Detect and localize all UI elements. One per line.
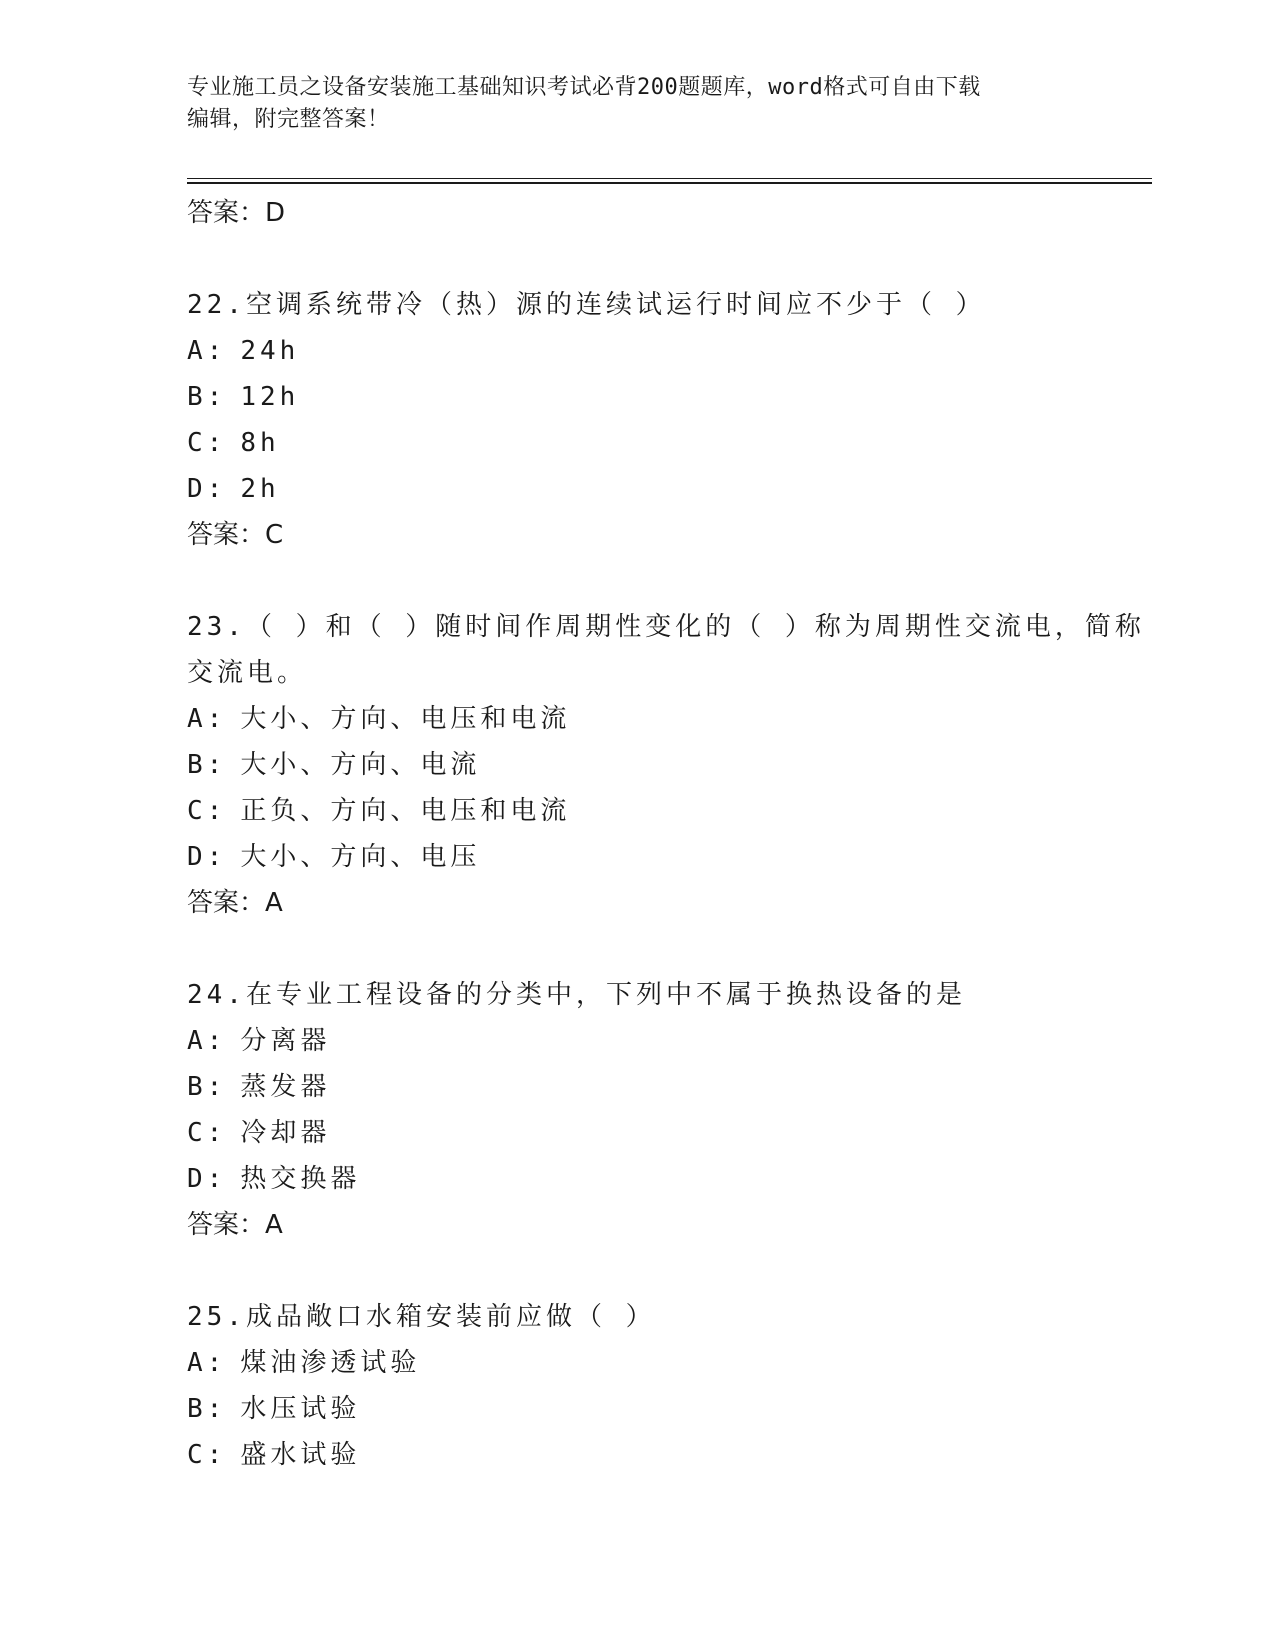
header-title-line-1: 专业施工员之设备安装施工基础知识考试必背200题题库，word格式可自由下载: [187, 75, 981, 100]
option-text: 正负、方向、电压和电流: [240, 796, 571, 826]
option-d: [187, 1156, 1147, 1202]
option-text: 分离器: [240, 1026, 331, 1056]
question-block: [187, 972, 1147, 1294]
option-a: [187, 328, 1147, 374]
spacer: [187, 1248, 1147, 1294]
question-text: 25.成品敞口水箱安装前应做（ ）: [187, 1302, 656, 1332]
question-block: [187, 604, 1147, 972]
option-key: C:: [187, 1440, 227, 1470]
option-text: 煤油渗透试验: [240, 1348, 421, 1378]
option-key: D:: [187, 842, 227, 872]
page-header: [187, 72, 1087, 136]
option-a: [187, 696, 1147, 742]
option-text: 水压试验: [240, 1394, 361, 1424]
option-key: A:: [187, 1348, 227, 1378]
option-key: A:: [187, 1026, 227, 1056]
question-text: 22.空调系统带冷（热）源的连续试运行时间应不少于（ ）: [187, 290, 986, 320]
question-text: 24.在专业工程设备的分类中，下列中不属于换热设备的是: [187, 980, 966, 1010]
option-text: 盛水试验: [240, 1440, 361, 1470]
option-c: [187, 420, 1147, 466]
option-b: [187, 374, 1147, 420]
spacer: [187, 558, 1147, 604]
header-divider-thick: [187, 182, 1152, 184]
option-b: [187, 742, 1147, 788]
header-title-line-2: 编辑，附完整答案！: [187, 107, 390, 132]
option-c: [187, 788, 1147, 834]
option-d: [187, 466, 1147, 512]
answer-line: 答案：A: [187, 888, 283, 918]
option-key: C:: [187, 796, 227, 826]
option-b: [187, 1386, 1147, 1432]
option-key: A:: [187, 704, 227, 734]
option-key: B:: [187, 1394, 227, 1424]
option-text: 冷却器: [240, 1118, 331, 1148]
option-a: [187, 1340, 1147, 1386]
option-text: 12h: [240, 382, 300, 412]
option-key: A:: [187, 336, 227, 366]
spacer: [187, 236, 1147, 282]
option-text: 2h: [240, 474, 280, 504]
option-text: 大小、方向、电压和电流: [240, 704, 571, 734]
option-key: B:: [187, 750, 227, 780]
answer-line: 答案：C: [187, 520, 284, 550]
option-c: [187, 1110, 1147, 1156]
option-text: 8h: [240, 428, 280, 458]
option-text: 蒸发器: [240, 1072, 331, 1102]
option-key: B:: [187, 382, 227, 412]
answer-line: 答案：D: [187, 198, 286, 228]
question-block: [187, 1294, 1147, 1478]
option-key: B:: [187, 1072, 227, 1102]
header-divider-thin: [187, 178, 1152, 179]
option-key: D:: [187, 1164, 227, 1194]
spacer: [187, 926, 1147, 972]
question-text: 23.（ ）和（ ）随时间作周期性变化的（ ）称为周期性交流电，简称交流电。: [187, 612, 1145, 688]
option-b: [187, 1064, 1147, 1110]
option-key: D:: [187, 474, 227, 504]
option-text: 热交换器: [240, 1164, 361, 1194]
option-text: 大小、方向、电流: [240, 750, 481, 780]
question-block: [187, 282, 1147, 604]
question-list: [187, 190, 1147, 1478]
option-key: C:: [187, 1118, 227, 1148]
option-d: [187, 834, 1147, 880]
option-c: [187, 1432, 1147, 1478]
option-a: [187, 1018, 1147, 1064]
answer-line: 答案：A: [187, 1210, 283, 1240]
option-key: C:: [187, 428, 227, 458]
option-text: 24h: [240, 336, 300, 366]
option-text: 大小、方向、电压: [240, 842, 481, 872]
